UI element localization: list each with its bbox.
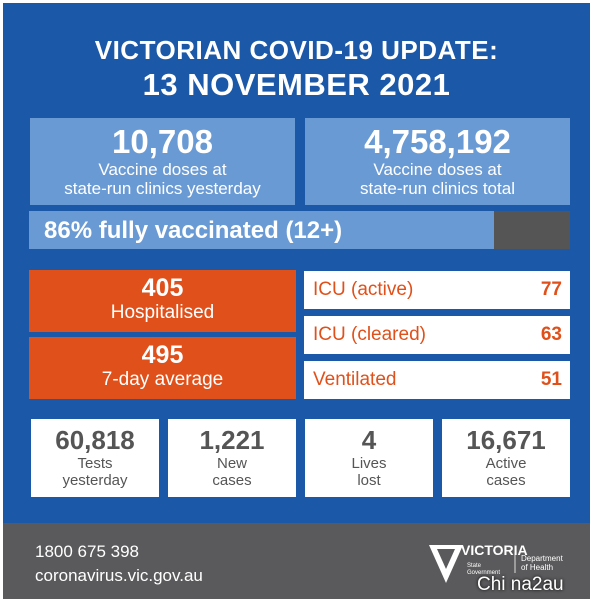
main-panel	[3, 3, 590, 523]
title-line-1: VICTORIAN COVID-19 UPDATE:	[94, 35, 499, 65]
vaccine-doses-yesterday-label-1: Vaccine doses at	[98, 160, 227, 179]
new-cases-box	[168, 419, 296, 497]
lives-lost-box	[305, 419, 433, 497]
footer-website[interactable]: coronavirus.vic.gov.au	[35, 566, 203, 585]
seven-day-average-box	[29, 337, 296, 399]
vaccine-doses-yesterday-value: 10,708	[112, 123, 213, 160]
logo-of-health-text: of Health	[521, 563, 554, 572]
icu-cleared-label: ICU (cleared)	[313, 324, 426, 345]
icu-active-row	[304, 271, 570, 309]
tests-yesterday-value: 60,818	[55, 425, 135, 455]
tests-yesterday-box	[31, 419, 159, 497]
active-cases-label-2: cases	[486, 472, 526, 489]
new-cases-value: 1,221	[199, 425, 265, 455]
logo-government-text: Government	[467, 570, 501, 576]
lives-lost-label-1: Lives	[351, 455, 387, 472]
ventilated-value: 51	[540, 369, 562, 390]
watermark: Chi na2au	[477, 574, 564, 595]
new-cases-label-2: cases	[212, 472, 252, 489]
tests-yesterday-label-1: Tests	[77, 455, 113, 472]
fully-vaccinated-bar	[29, 211, 570, 249]
seven-day-average-value: 495	[141, 341, 184, 369]
vaccine-doses-total-value: 4,758,192	[364, 123, 511, 160]
vaccine-doses-total-box	[305, 118, 570, 205]
vaccine-doses-yesterday-label-2: state-run clinics yesterday	[64, 179, 261, 198]
icu-active-value: 77	[540, 279, 562, 300]
icu-cleared-value: 63	[540, 324, 562, 345]
ventilated-row	[304, 361, 570, 399]
fully-vaccinated-label: 86% fully vaccinated (12+)	[44, 217, 343, 244]
title-date: 13 NOVEMBER 2021	[142, 67, 451, 102]
active-cases-value: 16,671	[466, 425, 546, 455]
lives-lost-value: 4	[361, 425, 377, 455]
icu-active-label: ICU (active)	[313, 279, 414, 300]
logo-state-text: State	[467, 563, 482, 569]
hospitalised-label: Hospitalised	[110, 302, 215, 323]
logo-victoria-text: VICTORIA	[461, 542, 528, 558]
footer-phone[interactable]: 1800 675 398	[35, 542, 139, 561]
active-cases-box	[442, 419, 570, 497]
logo-department-text: Department	[521, 554, 563, 563]
active-cases-label-1: Active	[485, 455, 527, 472]
vaccine-doses-total-label-2: state-run clinics total	[360, 179, 515, 198]
ventilated-label: Ventilated	[313, 369, 397, 390]
hospitalised-box	[29, 270, 296, 332]
new-cases-label-1: New	[216, 455, 247, 472]
lives-lost-label-2: lost	[357, 472, 381, 489]
hospitalised-value: 405	[141, 274, 184, 302]
seven-day-average-label: 7-day average	[101, 369, 224, 390]
vaccine-doses-total-label-1: Vaccine doses at	[373, 160, 502, 179]
tests-yesterday-label-2: yesterday	[62, 472, 128, 489]
icu-cleared-row	[304, 316, 570, 354]
vaccine-doses-yesterday-box	[30, 118, 295, 205]
